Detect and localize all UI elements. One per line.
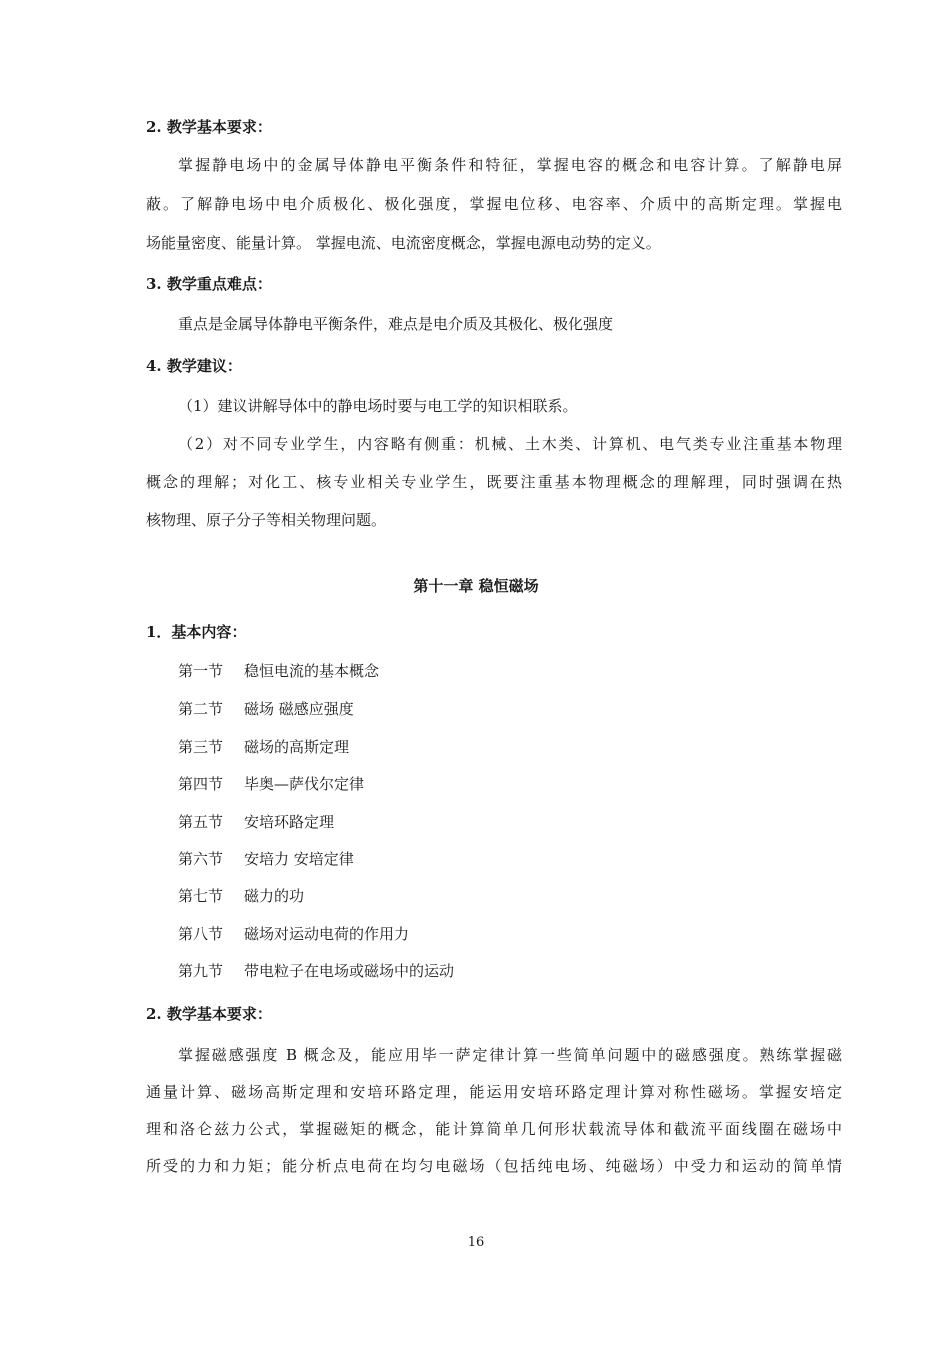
advice-item-2-line-1: （2）对不同专业学生，内容略有侧重：机械、土木类、计算机、电气类专业注重基本物理 — [178, 435, 842, 453]
requirements-heading-prev: 2. 教学基本要求： — [146, 118, 272, 136]
chapter-requirements-line-1: 掌握磁感强度 B 概念及，能应用毕一萨定律计算一些简单问题中的磁感强度。熟练掌握磁 — [178, 1046, 842, 1064]
section-title: 磁场 磁感应强度 — [244, 700, 354, 718]
content-heading: 1．基本内容： — [146, 623, 247, 641]
requirements-line-1: 掌握静电场中的金属导体静电平衡条件和特征，掌握电容的概念和电容计算。了解静电屏 — [178, 156, 842, 174]
chapter-requirements-line-3: 理和洛仑兹力公式，掌握磁矩的概念，能计算简单几何形状载流导体和截流平面线圈在磁场中 — [146, 1120, 842, 1138]
section-number: 第七节 — [178, 887, 224, 905]
section-item — [178, 737, 842, 757]
section-item — [178, 661, 842, 681]
section-item — [178, 812, 842, 832]
section-title: 安培力 安培定律 — [244, 850, 354, 868]
section-title: 磁场的高斯定理 — [244, 738, 350, 756]
section-item — [178, 924, 842, 944]
key-points-heading: 3. 教学重点难点： — [146, 275, 272, 293]
section-number: 第九节 — [178, 962, 224, 980]
advice-heading: 4. 教学建议： — [146, 357, 242, 375]
chapter-title: 第十一章 稳恒磁场 — [413, 577, 539, 595]
advice-item-1: （1）建议讲解导体中的静电场时要与电工学的知识相联系。 — [178, 397, 578, 415]
section-title: 磁场对运动电荷的作用力 — [244, 925, 410, 943]
section-number: 第六节 — [178, 850, 224, 868]
requirements-line-2: 蔽。了解静电场中电介质极化、极化强度，掌握电位移、电容率、介质中的高斯定理。掌握电 — [146, 195, 842, 213]
section-number: 第八节 — [178, 925, 224, 943]
section-title: 安培环路定理 — [244, 813, 335, 831]
chapter-requirements-line-2: 通量计算、磁场高斯定理和安培环路定理，能运用安培环路定理计算对称性磁场。掌握安培定 — [146, 1083, 842, 1101]
section-title: 毕奥—萨伐尔定律 — [244, 775, 365, 793]
requirements-line-3: 场能量密度、能量计算。 掌握电流、电流密度概念，掌握电源电动势的定义。 — [146, 234, 661, 252]
section-number: 第二节 — [178, 700, 224, 718]
section-title: 带电粒子在电场或磁场中的运动 — [244, 962, 455, 980]
page-number: 16 — [467, 1235, 485, 1250]
section-number: 第三节 — [178, 738, 224, 756]
section-number: 第五节 — [178, 813, 224, 831]
advice-item-2-line-3: 核物理、原子分子等相关物理问题。 — [146, 511, 387, 529]
section-title: 稳恒电流的基本概念 — [244, 662, 380, 680]
section-item — [178, 886, 842, 906]
section-number: 第四节 — [178, 775, 224, 793]
section-item — [178, 774, 842, 794]
key-points-line: 重点是金属导体静电平衡条件，难点是电介质及其极化、极化强度 — [178, 315, 614, 333]
section-number: 第一节 — [178, 662, 224, 680]
section-item — [178, 699, 842, 719]
section-item — [178, 961, 842, 981]
chapter-requirements-line-4: 所受的力和力矩；能分析点电荷在均匀电磁场（包括纯电场、纯磁场）中受力和运动的简单情 — [146, 1157, 842, 1175]
section-title: 磁力的功 — [244, 887, 305, 905]
advice-item-2-line-2: 概念的理解；对化工、核专业相关专业学生，既要注重基本物理概念的理解理，同时强调在热 — [146, 473, 842, 491]
requirements-heading: 2. 教学基本要求： — [146, 1005, 272, 1023]
section-item — [178, 849, 842, 869]
